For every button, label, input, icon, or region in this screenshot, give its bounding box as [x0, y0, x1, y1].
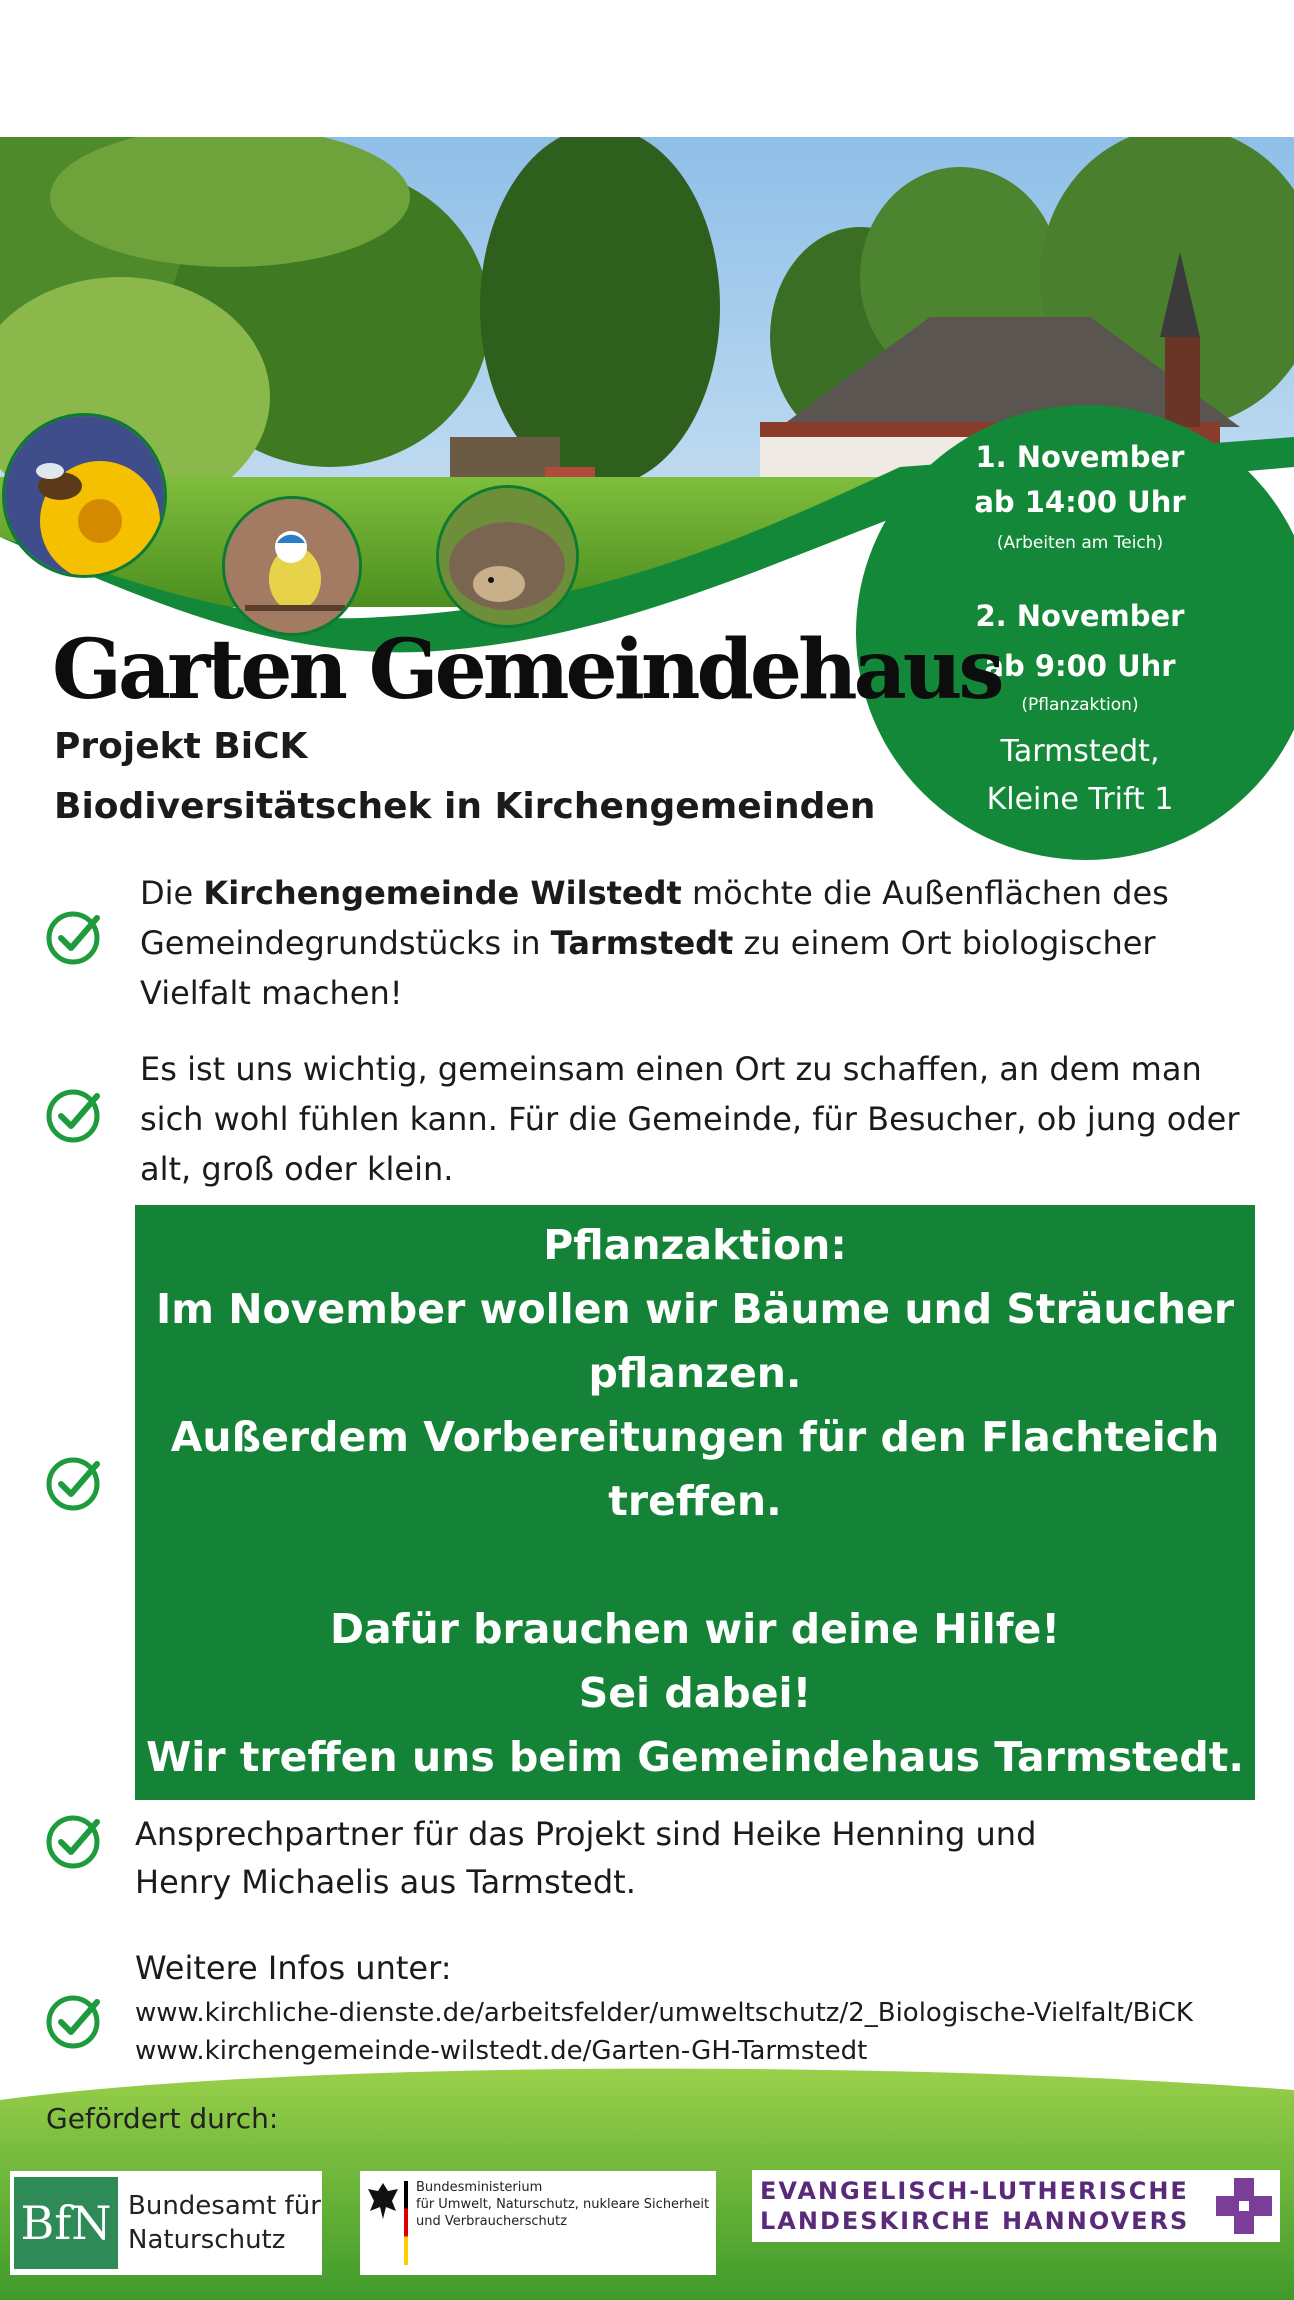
more-info-heading: Weitere Infos unter:	[135, 1949, 452, 1987]
check-icon	[45, 1452, 105, 1512]
funded-by-label: Gefördert durch:	[46, 2102, 279, 2135]
intro-paragraph-1: Die Kirchengemeinde Wilstedt möchte die Außenflächen des Gemeindegrundstücks in Tarmstedt zu einem Ort biologischer Vielfalt machen!	[140, 874, 1169, 1012]
bee-on-flower-photo	[2, 413, 167, 578]
second-date-note: (Pflanzaktion)	[1021, 695, 1139, 715]
second-date: 2. November ab 9:00 Uhr	[975, 599, 1185, 683]
bfn-logo-mark: BfN	[14, 2177, 118, 2269]
check-icon	[45, 1084, 105, 1144]
contact-persons: Ansprechpartner für das Projekt sind Heike Henning und Henry Michaelis aus Tarmstedt.	[135, 1815, 1037, 1901]
event-address: Tarmstedt, Kleine Trift 1	[986, 734, 1174, 817]
check-icon	[45, 1810, 105, 1870]
planting-action-box: Pflanzaktion: Im November wollen wir Bäume und Sträucher pflanzen. Außerdem Vorbereitungen für den Flachteich treffen. Dafür brauchen wir deine Hilfe! Sei dabei! Wir treffen uns beim Gemeindehaus Tarmstedt.	[135, 1205, 1255, 1800]
check-icon	[45, 1990, 105, 2050]
page-title: Garten Gemeindehaus	[52, 622, 1001, 718]
cross-icon	[1212, 2174, 1276, 2238]
flag-bar	[404, 2181, 408, 2265]
project-full-name: Biodiversitätschek in Kirchengemeinden	[54, 786, 876, 827]
blue-tit-photo	[222, 496, 362, 636]
info-link-kirchengemeinde[interactable]: www.kirchengemeinde-wilstedt.de/Garten-GH-Tarmstedt	[135, 2036, 868, 2066]
first-date-note: (Arbeiten am Teich)	[996, 533, 1164, 553]
first-date: 1. November ab 14:00 Uhr	[974, 440, 1186, 519]
project-name: Projekt BiCK	[54, 726, 308, 767]
info-link-kirchliche-dienste[interactable]: www.kirchliche-dienste.de/arbeitsfelder/umweltschutz/2_Biologische-Vielfalt/BiCK	[135, 1998, 1193, 2028]
bfn-logo: BfN Bundesamt für Naturschutz	[10, 2171, 322, 2275]
bmu-logo: Bundesministerium für Umwelt, Naturschutz, nukleare Sicherheit und Verbraucherschutz	[360, 2171, 716, 2275]
eagle-icon	[366, 2181, 400, 2221]
check-icon	[45, 906, 105, 966]
hedgehog-photo	[436, 485, 579, 628]
landeskirche-logo: EVANGELISCH-LUTHERISCHE LANDESKIRCHE HANNOVERS	[752, 2170, 1280, 2242]
intro-paragraph-2: Es ist uns wichtig, gemeinsam einen Ort zu schaffen, an dem man sich wohl fühlen kann. Für die Gemeinde, für Besucher, ob jung oder alt, groß oder klein.	[140, 1050, 1240, 1188]
